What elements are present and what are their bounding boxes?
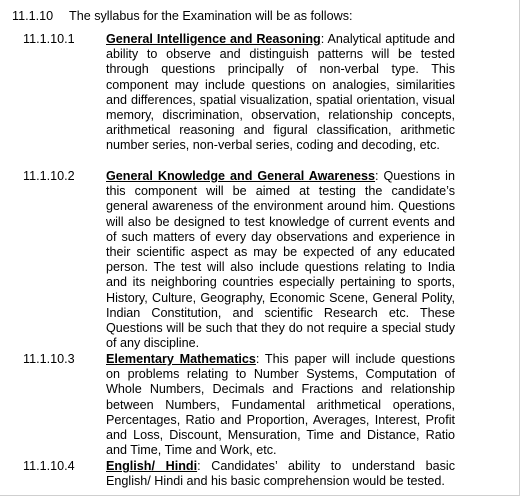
section-text: : Questions in this component will be aimed at testing the candidate’s general awareness of the environment around him. Questions will also be designed to test knowledge of current events and of such matters of every day observations and experience in their scientific aspect as may be expected of any educated person. The test will also include questions relating to India and its neighboring countries especially pertaining to sports, History, Culture, Geography, Economic Scene, General Polity, Indian Constitution, and scientific Research etc. These Questions will be such that they do not require a special study of any discipline. — [106, 169, 455, 351]
section-number: 11.1.10.4 — [23, 459, 75, 473]
section-number: 11.1.10.3 — [23, 352, 75, 366]
section-number: 11.1.10.2 — [23, 169, 75, 183]
section-body — [106, 459, 455, 489]
section-text: : Analytical aptitude and ability to observe and distinguish patterns will be tested through questions principally of non-verbal type. This component may include questions on analogies, similarities and differences, spatial visualization, spatial orientation, visual memory, discrimination, observation, relationship concepts, arithmetical reasoning and figural classification, arithmetic number series, non-verbal series, coding and decoding, etc. — [106, 32, 456, 153]
section-title: General Intelligence and Reasoning — [106, 32, 321, 46]
section-body — [106, 169, 455, 351]
syllabus-section-general-knowledge — [23, 169, 455, 351]
section-body — [106, 352, 455, 458]
section-text: : Candidates’ ability to understand basic English/ Hindi and his basic comprehension would be tested. — [106, 459, 455, 489]
syllabus-section-english-hindi — [23, 459, 455, 489]
heading-number: 11.1.10 — [12, 9, 54, 23]
section-title: Elementary Mathematics — [106, 352, 256, 366]
section-text: : This paper will include questions on problems relating to Number Systems, Computation of Whole Numbers, Decimals and Fractions and relationship between Numbers, Fundamental arithmetical operations, Percentages, Ratio and Proportion, Averages, Interest, Profit and Loss, Discount, Mensuration, Time and Distance, Ratio and Time, Time and Work, etc. — [106, 352, 455, 458]
section-number: 11.1.10.1 — [23, 32, 75, 46]
heading-text: The syllabus for the Examination will be as follows: — [69, 9, 353, 23]
section-title: General Knowledge and General Awareness — [106, 169, 376, 183]
section-title: English/ Hindi — [106, 459, 198, 473]
syllabus-heading — [12, 9, 492, 24]
syllabus-section-mathematics — [23, 352, 455, 458]
syllabus-section-reasoning — [23, 32, 455, 154]
section-body — [106, 32, 455, 154]
